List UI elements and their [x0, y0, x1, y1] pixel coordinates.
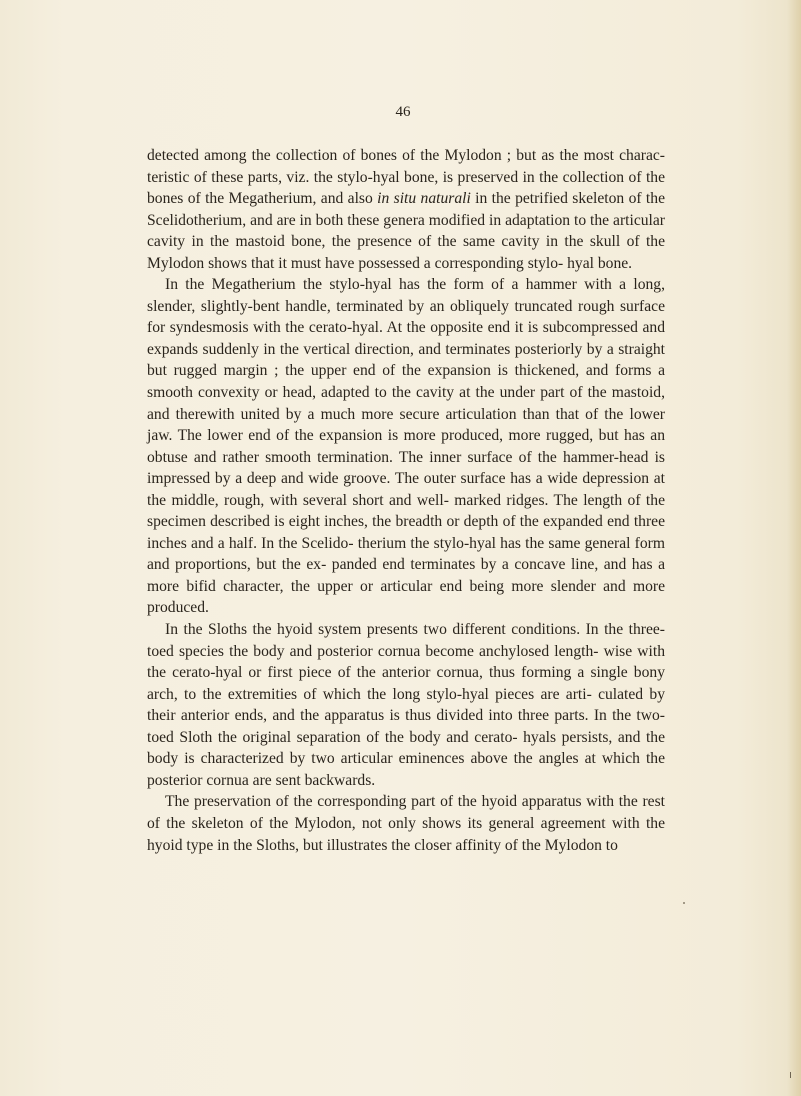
body-text [147, 145, 665, 856]
paragraph-3: In the Sloths the hyoid system presents two different conditions. In the three-toed species the body and posterior cornua become anchylosed length- wise with the cerato-hyal or first piece of the anterior cornua, thus forming a single bony arch, to the extremities of which the long stylo-hyal pieces are arti- culated by their anterior ends, and the apparatus is thus divided into three parts. In the two-toed Sloth the original separation of the body and cerato- hyals persists, and the body is characterized by two articular eminences above the angles at which the posterior cornua are sent backwards. [147, 621, 665, 789]
page-number: 46 [395, 104, 411, 120]
paragraph-1-text-end: in the petrified skeleton of the Scelidotherium, and are in both these genera modified in adaptation to the articular cavity in the mastoid bone, the presence of the same cavity in the skull of the Mylodon shows that it must have possessed a corresponding stylo- hyal bone. [147, 190, 665, 272]
paragraph-1-italic-phrase: in situ naturali [377, 190, 471, 208]
page-edge-shadow [787, 0, 801, 1096]
paragraph-4: The preservation of the corresponding part of the hyoid apparatus with the rest of the skeleton of the Mylodon, not only shows its general agreement with the hyoid type in the Sloths, but illustrates the closer affinity of the Mylodon to [147, 793, 665, 854]
paragraph-2: In the Megatherium the stylo-hyal has the form of a hammer with a long, slender, slightly-bent handle, terminated by an obliquely truncated rough surface for syndesmosis with the cerato-hyal. At the opposite end it is subcompressed and expands suddenly in the vertical direction, and terminates posteriorly by a straight but rugged margin ; the upper end of the expansion is thickened, and forms a smooth convexity or head, adapted to the cavity at the under part of the mastoid, and therewith united by a much more secure articulation than that of the lower jaw. The lower end of the expansion is more produced, more rugged, but has an obtuse and rather smooth termination. The inner surface of the hammer-head is impressed by a deep and wide groove. The outer surface has a wide depression at the middle, rough, with several short and well- marked ridges. The length of the specimen described is eight inches, the breadth or depth of the expanded end three inches and a half. In the Scelido- therium the stylo-hyal has the same general form and proportions, but the ex- panded end terminates by a concave line, and has a more bifid character, the upper or articular end being more slender and more produced. [147, 276, 665, 617]
paper-mark [790, 1072, 791, 1078]
paragraph-1-text-start: detected among the collection of bones of the Mylodon ; but as the most charac- teristic of these parts, viz. the stylo-hyal bone, is preserved in the collection of the bones of the Megatherium, and also [147, 147, 665, 208]
paper-speck [683, 902, 685, 904]
paragraph-1 [147, 145, 665, 274]
